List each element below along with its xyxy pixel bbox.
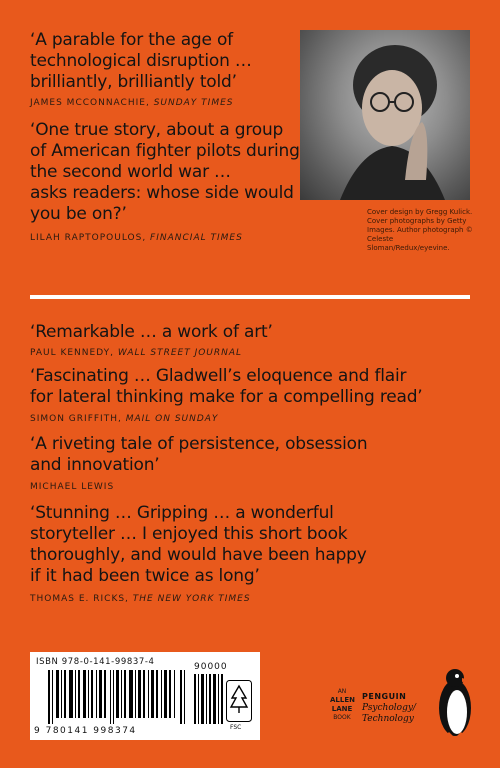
quote-line: technological disruption …: [30, 51, 252, 71]
quote-line: of American fighter pilots during: [30, 141, 300, 161]
quote-line: if it had been twice as long’: [30, 566, 260, 586]
quote-line: storyteller … I enjoyed this short book: [30, 524, 348, 544]
quote-4-attribution: SIMON GRIFFITH, MAIL ON SUNDAY: [30, 414, 219, 424]
quote-2-attribution: LILAH RAPTOPOULOS, FINANCIAL TIMES: [30, 233, 243, 243]
quote-1: [30, 30, 252, 93]
quote-line: for lateral thinking make for a compelling read’: [30, 387, 423, 407]
quote-3-attribution: PAUL KENNEDY, WALL STREET JOURNAL: [30, 348, 243, 358]
barcode-digits: 9 780141 998374: [34, 726, 137, 736]
quote-2: [30, 120, 300, 225]
imprint-label: Psychology/ Technology: [362, 703, 416, 724]
quote-line: brilliantly, brilliantly told’: [30, 72, 237, 92]
quote-5: [30, 434, 367, 476]
author-photo: [300, 30, 470, 200]
quote-line: you be on?’: [30, 204, 127, 224]
quote-line: and innovation’: [30, 455, 160, 475]
quote-line: ‘Remarkable … a work of art’: [30, 322, 273, 342]
quote-line: thoroughly, and would have been happy: [30, 545, 367, 565]
quote-4: [30, 366, 423, 408]
penguin-wordmark: PENGUIN: [362, 692, 407, 701]
quote-line: ‘One true story, about a group: [30, 120, 284, 140]
quote-line: ‘Stunning … Gripping … a wonderful: [30, 503, 334, 523]
penguin-logo-icon: [435, 664, 475, 740]
isbn-label: ISBN 978-0-141-99837-4: [36, 657, 155, 667]
quote-line: ‘A parable for the age of: [30, 30, 233, 50]
quote-line: ‘Fascinating … Gladwell’s eloquence and flair: [30, 366, 407, 386]
quote-6-attribution: THOMAS E. RICKS, THE NEW YORK TIMES: [30, 594, 251, 604]
barcode-icon: [48, 670, 188, 724]
allen-lane-logo: AN ALLEN LANE BOOK: [330, 688, 355, 721]
quote-3: [30, 322, 273, 343]
quote-5-attribution: MICHAEL LEWIS: [30, 482, 115, 492]
quote-line: ‘A riveting tale of persistence, obsession: [30, 434, 368, 454]
fsc-label: FSC: [230, 724, 242, 731]
quote-line: asks readers: whose side would: [30, 183, 294, 203]
quote-6: [30, 503, 367, 587]
cover-credit: Cover design by Gregg Kulick. Cover photographs by Getty Images. Author photograph © Celeste Sloman/Redux/eyevine.: [367, 208, 473, 252]
addon-barcode-icon: [194, 674, 224, 724]
divider-rule: [30, 295, 470, 299]
quote-line: the second world war …: [30, 162, 231, 182]
price-digits: 90000: [194, 662, 228, 672]
quote-1-attribution: JAMES MCCONNACHIE, SUNDAY TIMES: [30, 98, 234, 108]
fsc-tree-icon: [226, 680, 252, 722]
barcode-box: [30, 652, 260, 740]
